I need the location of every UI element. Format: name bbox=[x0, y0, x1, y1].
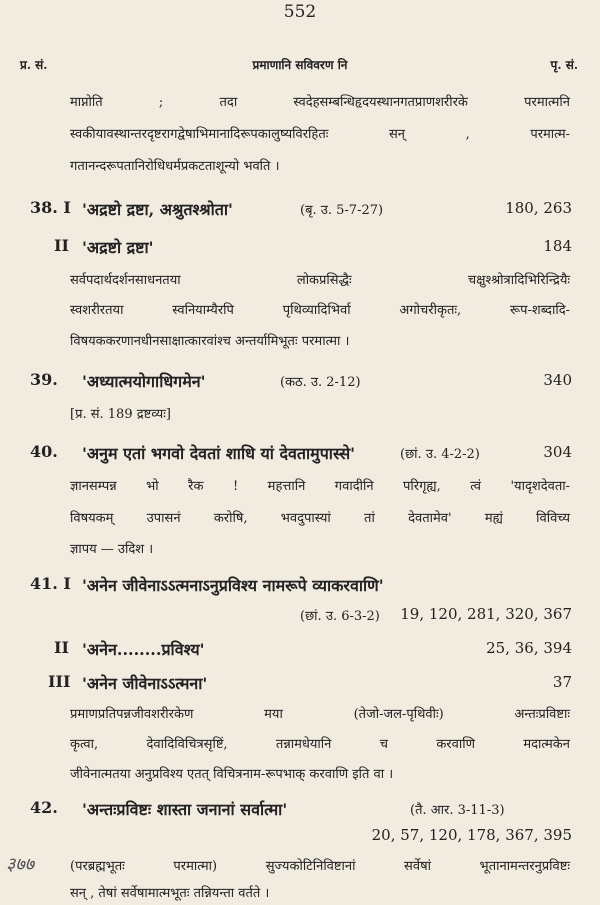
header-left: प्र. सं. bbox=[20, 58, 48, 72]
entry-number: 39. bbox=[30, 370, 58, 389]
entry-reference: (बृ. उ. 5-7-27) bbox=[300, 203, 384, 218]
entry-pages: 19, 120, 281, 320, 367 bbox=[400, 605, 572, 623]
entry-number: III bbox=[48, 672, 71, 691]
text-line: जीवेनात्मतया अनुप्रविश्य एतत् विचित्रनाम-रूपभाक् करवाणि इति वा । bbox=[70, 767, 394, 782]
entry-number: 42. bbox=[30, 798, 58, 817]
entry-quote: 'अनेन........प्रविश्य' bbox=[82, 640, 205, 659]
entry-pages: 304 bbox=[543, 443, 572, 461]
text-line: (परब्रह्मभूतः परमात्मा) सुज्यकोटिनिविष्टानां सर्वेषां भूतानामन्तरनुप्रविष्टः bbox=[70, 859, 570, 874]
entry-quote: 'अद्रष्टो द्रष्टा, अश्रुतश्श्रोता' bbox=[82, 200, 233, 219]
text-line: ज्ञानसम्पन्न भो रैक ! महत्तानि गवादीनि परिगृह्य, त्वं 'यादृशदेवता- bbox=[70, 479, 570, 494]
entry-number: 40. bbox=[30, 442, 58, 461]
entry-pages: 25, 36, 394 bbox=[486, 639, 572, 657]
entry-pages: 37 bbox=[552, 673, 572, 691]
entry-number: 38. I bbox=[30, 198, 71, 217]
entry-pages: 184 bbox=[543, 237, 572, 255]
entry-quote: 'अद्रष्टो द्रष्टा' bbox=[82, 238, 154, 257]
margin-note: ३७७ bbox=[6, 854, 35, 875]
text-line: स्वकीयावस्थान्तरदृष्टरागद्वेषाभिमानादिरूपकालुष्यविरहितः सन् , परमात्म- bbox=[70, 127, 570, 142]
text-line: सर्वपदार्थदर्शनसाधनतया लोकप्रसिद्धैः चक्षुश्श्रोत्रादिभिरिन्द्रियैः bbox=[70, 273, 570, 288]
header-right: पृ. सं. bbox=[550, 58, 578, 72]
entry-pages: 20, 57, 120, 178, 367, 395 bbox=[371, 826, 572, 844]
entry-quote: 'अनुम एतां भगवो देवतां शाधि यां देवतामुपास्से' bbox=[82, 444, 356, 463]
page-number: 552 bbox=[283, 2, 317, 22]
entry-reference: (छां. उ. 4-2-2) bbox=[400, 447, 480, 462]
entry-quote: 'अन्तःप्रविष्टः शास्ता जनानां सर्वात्मा' bbox=[82, 800, 288, 819]
entry-reference: (कठ. उ. 2-12) bbox=[280, 375, 361, 390]
text-line: ज्ञापय — उदिश । bbox=[70, 542, 154, 557]
text-line: माप्नोति ; तदा स्वदेहसम्बन्धिहृदयस्थानगतप्राणशरीरके परमात्मनि bbox=[70, 95, 570, 110]
entry-reference: (तै. आर. 3-11-3) bbox=[410, 803, 505, 818]
header-center: प्रमाणानि सविवरण नि bbox=[252, 58, 348, 72]
entry-pages: 180, 263 bbox=[505, 199, 572, 217]
entry-number: II bbox=[54, 236, 69, 255]
text-line: [प्र. सं. 189 द्रष्टव्यः] bbox=[70, 407, 171, 422]
text-line: विषयककरणानधीनसाक्षात्कारवांश्च अन्तर्यामिभूतः परमात्मा । bbox=[70, 334, 350, 349]
entry-quote: 'अध्यात्मयोगाधिगमेन' bbox=[82, 372, 206, 391]
text-line: कृत्वा, देवादिविचित्रसृष्टिं, तन्नामधेयानि च करवाणि मदात्मकेन bbox=[70, 737, 570, 752]
entry-pages: 340 bbox=[543, 371, 572, 389]
entry-reference: (छां. उ. 6-3-2) bbox=[300, 609, 380, 624]
text-line: सन् , तेषां सर्वेषामात्मभूतः तन्नियन्ता वर्तते । bbox=[70, 886, 270, 901]
text-line: विषयकम् उपासनं करोषि, भवदुपास्यां तां देवतामेव' मह्यं विविच्य bbox=[70, 511, 570, 526]
entry-number: 41. I bbox=[30, 574, 71, 593]
entry-quote: 'अनेन जीवेनाऽऽत्मनाऽनुप्रविश्य नामरूपे व्याकरवाणि' bbox=[82, 576, 384, 595]
text-line: प्रमाणप्रतिपन्नजीवशरीरकेण मया (तेजो-जल-पृथिवीः) अन्तःप्रविष्टाः bbox=[70, 707, 570, 722]
entry-quote: 'अनेन जीवेनाऽऽत्मना' bbox=[82, 674, 208, 693]
entry-number: II bbox=[54, 638, 69, 657]
text-line: गतानन्दरूपतानिरोधिधर्मप्रकटताशून्यो भवति । bbox=[70, 159, 280, 174]
text-line: स्वशरीरतया स्वनियाम्यैरपि पृथिव्यादिभिर्वा अगोचरीकृतः, रूप-शब्दादि- bbox=[70, 303, 570, 318]
